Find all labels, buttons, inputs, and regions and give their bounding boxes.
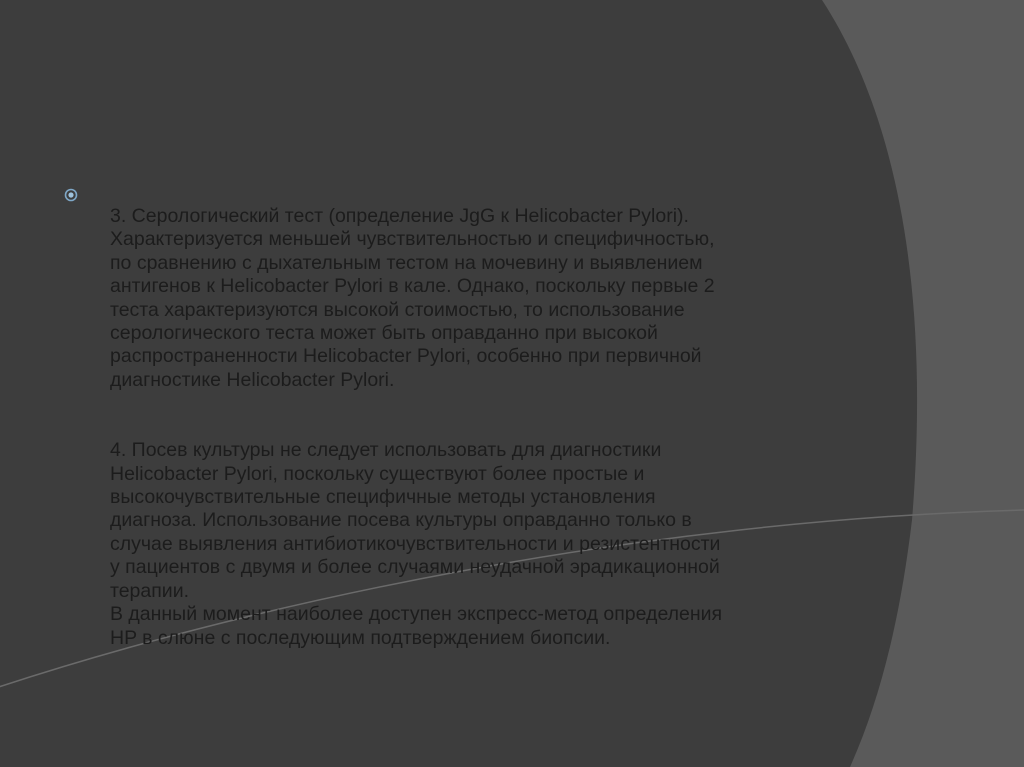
paragraph-spacer: [110, 392, 890, 439]
paragraph-culture-test: 4. Посев культуры не следует использовать для диагностики Helicobacter Pylori, поскольку существуют более простые и высокочувствительные специфичные методы установления диагноза. Использование посева культуры оправданно только в случае выявления антибиотикочувствительности и резистентности у пациентов с двумя и более случаями неудачной эрадикационной терапии. В данный момент наиболее доступен экспресс-метод определения HP в слюне с последующим подтверждением биопсии.: [110, 439, 723, 649]
paragraph-serology-test: 3. Серологический тест (определение JgG к Helicobacter Pylori). Характеризуется меньшей чувствительностью и специфичностью, по сравнению с дыхательным тестом на мочевину и выявлением антигенов к Helicobacter Pylori в кале. Однако, поскольку первые 2 теста характеризуются высокой стоимостью, то использование серологического теста может быть оправданно при высокой распространенности Helicobacter Pylori, особенно при первичной диагностике Helicobacter Pylori.: [110, 205, 715, 391]
bullet-icon: [64, 188, 78, 202]
slide-content: [110, 205, 890, 650]
